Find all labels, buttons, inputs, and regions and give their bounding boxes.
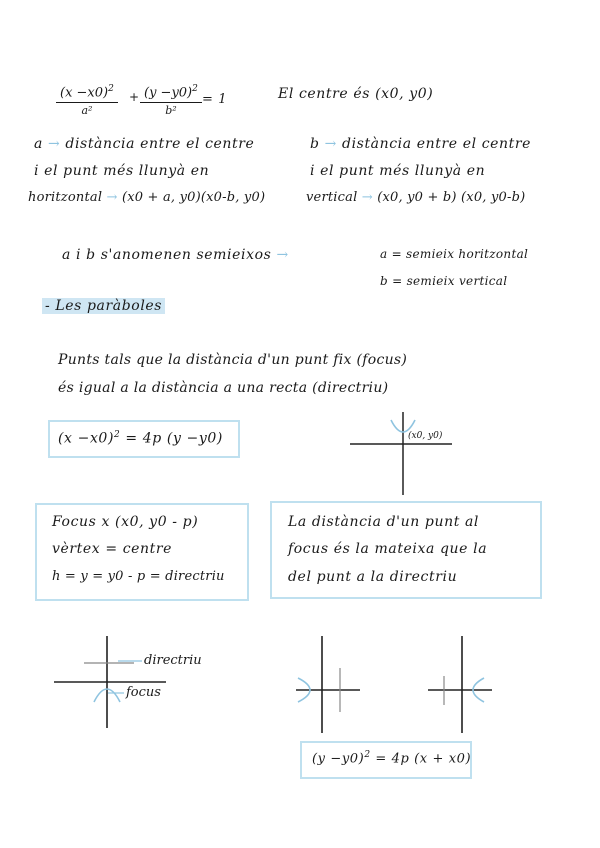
focus-line2: vèrtex = centre [52,541,173,557]
ellipse-numerator-x: $(x -x0)^2$ [56,84,118,103]
semiaxis-a-definition: a = semieix horitzontal [380,247,529,261]
arrow-icon: → [324,136,337,152]
focus-line1: Focus x (x0, y0 - p) [52,514,199,530]
graph-point-label: (x0, y0) [408,431,443,441]
arrow-icon: → [361,190,373,205]
arrow-icon: → [276,247,289,263]
semiaxes-note: a i b s'anomenen semieixos → [62,247,289,263]
semiaxis-b-line1: b → distància entre el centre [310,136,532,152]
ellipse-denominator-a: a² [81,104,93,118]
semiaxis-a-line1: a → distància entre el centre [34,136,255,152]
parabola-focus-diagram [54,636,166,728]
arrow-icon: → [106,190,118,205]
parabola-definition-line2: és igual a la distància a una recta (directriu) [58,380,389,396]
semiaxis-b-line3: vertical → (x0, y0 + b) (x0, y0-b) [306,190,526,205]
focus-line3: h = y = y0 - p = directriu [52,569,225,584]
ellipse-centre-text: El centre és (x0, y0) [278,86,434,102]
ellipse-denominator-b: b² [165,104,177,118]
distance-line2: focus és la mateixa que la [288,541,488,557]
distance-line1: La distància d'un punt al [288,514,480,530]
arrow-icon: → [48,136,61,152]
semiaxis-a-line2: i el punt més llunyà en [34,163,210,179]
parabola-definition-line1: Punts tals que la distància d'un punt fix (focus) [58,352,408,368]
ellipse-equals-one: = 1 [202,92,228,107]
vertical-parabola-graph [350,412,452,495]
semiaxis-a-line3: horitzontal → (x0 + a, y0)(x0-b, y0) [28,190,266,205]
horizontal-parabola-left [296,636,360,733]
semiaxis-b-definition: b = semieix vertical [380,274,508,288]
section-title: - Les paràboles [42,298,165,314]
formula-vertical: $(x -x0)^2 = 4p$ (y −y0) [58,430,223,447]
semiaxis-b-line2: i el punt més llunyà en [310,163,486,179]
ellipse-numerator-y: $(y -y0)^2$ [140,84,202,103]
formula-horizontal: $(y -y0)^2 = 4p$ (x + x0) [312,750,472,767]
horizontal-parabola-right [428,636,492,733]
directrix-label: directriu [144,653,202,668]
ellipse-plus-sign: + [129,90,140,104]
focus-label: focus [126,685,161,700]
distance-line3: del punt a la directriu [288,569,458,585]
